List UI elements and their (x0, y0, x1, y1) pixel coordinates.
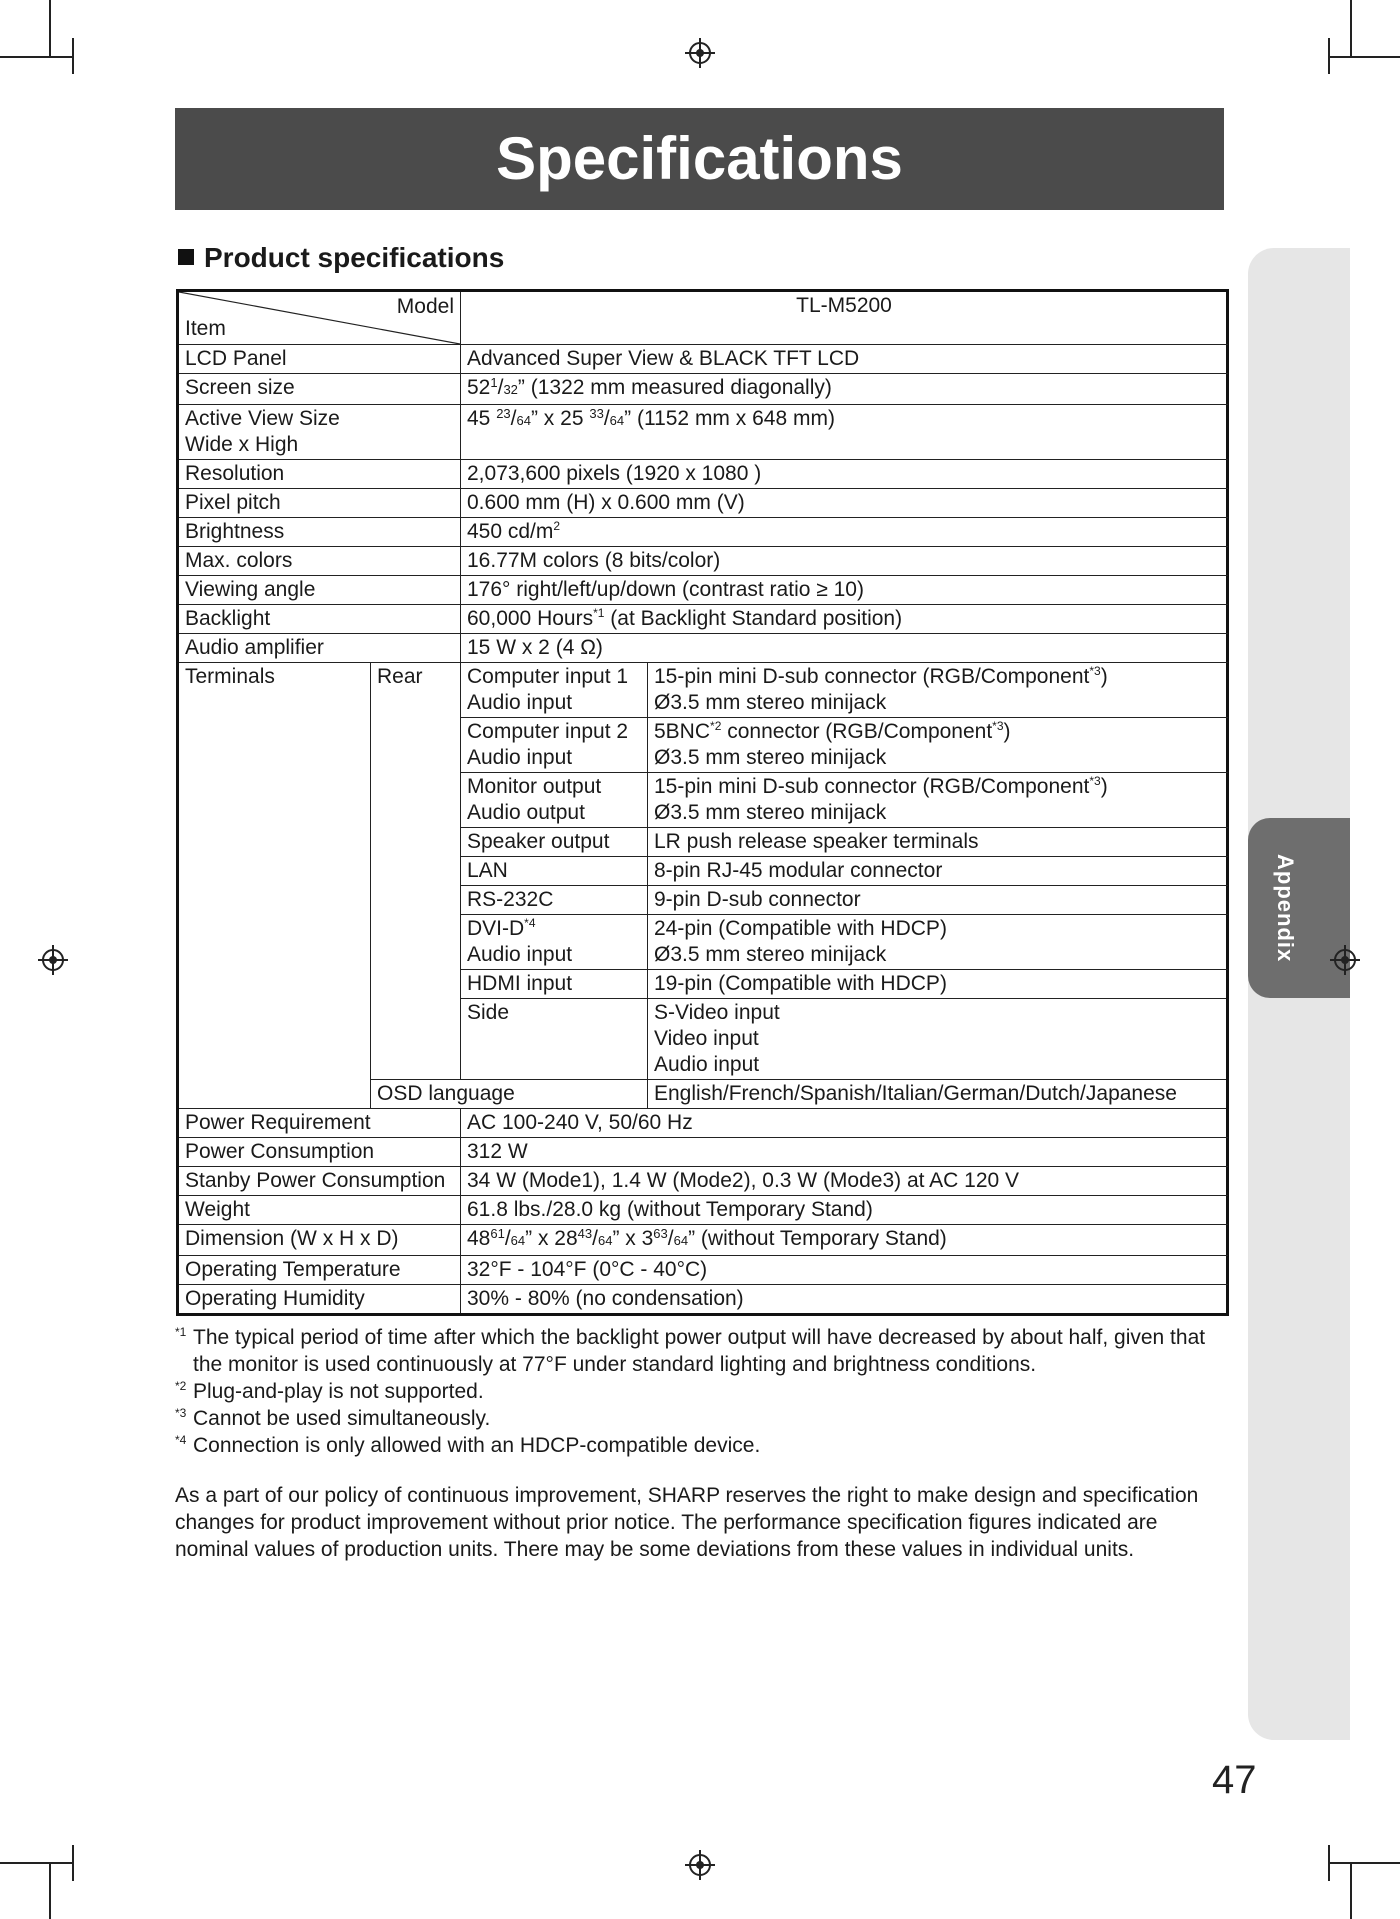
row-label: Operating Temperature (178, 1256, 461, 1285)
table-row (178, 345, 1228, 374)
row-label: Viewing angle (178, 576, 461, 605)
terminal-spec: 5BNC$^{*2}$ connector (RGB/Component$^{*3}$) Ø3.5 mm stereo minijack (648, 718, 1228, 773)
terminal-spec: LR push release speaker terminals (648, 828, 1228, 857)
row-label: Backlight (178, 605, 461, 634)
row-label: Weight (178, 1196, 461, 1225)
terminal-spec: 15-pin mini D-sub connector (RGB/Component$^{*3}$) Ø3.5 mm stereo minijack (648, 663, 1228, 718)
row-label: Power Consumption (178, 1138, 461, 1167)
table-row (178, 1196, 1228, 1225)
crop-mark (1328, 38, 1330, 74)
row-value: 0.600 mm (H) x 0.600 mm (V) (461, 489, 1228, 518)
row-value: 34 W (Mode1), 1.4 W (Mode2), 0.3 W (Mode3) at AC 120 V (461, 1167, 1228, 1196)
terminal-name: S-Video input Video input Audio input (648, 999, 1228, 1080)
terminal-name: Computer input 1 Audio input (461, 663, 648, 718)
row-label: Dimension (W x H x D) (178, 1225, 461, 1256)
crop-mark (1350, 1862, 1352, 1919)
terminal-spec: 9-pin D-sub connector (648, 886, 1228, 915)
row-label: Operating Humidity (178, 1285, 461, 1315)
side-tab-label: Appendix (1273, 853, 1298, 963)
table-row (178, 605, 1228, 634)
row-label: Screen size (178, 374, 461, 405)
registration-mark-icon (42, 949, 64, 971)
square-bullet-icon (178, 249, 194, 265)
crop-mark (49, 0, 51, 56)
table-row (178, 374, 1228, 405)
crop-mark (72, 38, 74, 74)
page-number: 47 (1212, 1758, 1257, 1802)
footnote-3: *3 Cannot be used simultaneously. (175, 1406, 491, 1430)
spec-table (176, 289, 1229, 1316)
terminal-spec: 8-pin RJ-45 modular connector (648, 857, 1228, 886)
row-label: LCD Panel (178, 345, 461, 374)
row-value: 45 $^{23}$/64” x 25 $^{33}$/64” (1152 mm x 648 mm) (461, 405, 1228, 460)
crop-mark (49, 1862, 51, 1919)
policy-paragraph: As a part of our policy of continuous improvement, SHARP reserves the right to make design and specification changes for product improvement without prior notice. The performance specification figures indicated are nominal values of production units. There may be some deviations from these values in individual units. (175, 1484, 1199, 1561)
registration-mark-icon (1334, 949, 1356, 971)
row-value: 450 $cd/m^2$ (461, 518, 1228, 547)
row-value: 61.8 lbs./28.0 kg (without Temporary Stand) (461, 1196, 1228, 1225)
terminal-name: Monitor output Audio output (461, 773, 648, 828)
table-row (178, 576, 1228, 605)
terminal-name: DVI-$D^{*4}$ Audio input (461, 915, 648, 970)
terminal-group-side: Side (461, 999, 648, 1080)
terminal-spec: 19-pin (Compatible with HDCP) (648, 970, 1228, 999)
crop-mark (1350, 0, 1352, 56)
table-row (178, 1109, 1228, 1138)
footnote-1: *1 The typical period of time after which the backlight power output will have decreased by about half, given that the monitor is used continuously at 77°F under standard lighting and brightness conditions. (175, 1325, 1206, 1376)
row-value: $48^{61}/64$” x $28^{43}/64$” x $3^{63}/64$” (without Temporary Stand) (461, 1225, 1228, 1256)
header-diagonal-cell (178, 291, 461, 345)
row-value: 60,000 Hours$^{*1}$ (at Backlight Standard position) (461, 605, 1228, 634)
terminal-name: HDMI input (461, 970, 648, 999)
terminal-group-rear: Rear (371, 663, 461, 1080)
terminal-name: Speaker output (461, 828, 648, 857)
terminal-name: LAN (461, 857, 648, 886)
table-row (178, 634, 1228, 663)
crop-mark (0, 56, 72, 58)
header-model: Model (396, 295, 454, 318)
terminal-spec: 15-pin mini D-sub connector (RGB/Component$^{*3}$) Ø3.5 mm stereo minijack (648, 773, 1228, 828)
table-row (178, 489, 1228, 518)
row-value: 312 W (461, 1138, 1228, 1167)
table-row (178, 1256, 1228, 1285)
row-value: 32°F - 104°F (0°C - 40°C) (461, 1256, 1228, 1285)
row-label: OSD language (371, 1080, 648, 1109)
table-row (178, 405, 1228, 460)
row-value: 16.77M colors (8 bits/color) (461, 547, 1228, 576)
table-row (178, 1285, 1228, 1315)
footnote-4: *4 Connection is only allowed with an HDCP-compatible device. (175, 1433, 761, 1457)
crop-mark (1328, 56, 1400, 58)
crop-mark (1328, 1862, 1400, 1864)
crop-mark (1328, 1845, 1330, 1881)
model-name: TL-M5200 (461, 291, 1228, 345)
row-label: Max. colors (178, 547, 461, 576)
table-row (178, 547, 1228, 576)
row-label: Audio amplifier (178, 634, 461, 663)
table-row (178, 663, 1228, 718)
row-label: Power Requirement (178, 1109, 461, 1138)
terminal-name: Computer input 2 Audio input (461, 718, 648, 773)
table-row (178, 1138, 1228, 1167)
row-value: $52^1/32$” (1322 mm measured diagonally) (461, 374, 1228, 405)
row-value: Advanced Super View & BLACK TFT LCD (461, 345, 1228, 374)
header-item: Item (185, 317, 226, 340)
row-label: Resolution (178, 460, 461, 489)
row-value: AC 100-240 V, 50/60 Hz (461, 1109, 1228, 1138)
row-value: 176° right/left/up/down (contrast ratio ≥ 10) (461, 576, 1228, 605)
row-value: 2,073,600 pixels (1920 x 1080 ) (461, 460, 1228, 489)
row-value: 15 W x 2 (4 Ω) (461, 634, 1228, 663)
row-value: English/French/Spanish/Italian/German/Dutch/Japanese (648, 1080, 1228, 1109)
terminal-name: RS-232C (461, 886, 648, 915)
table-row (178, 1167, 1228, 1196)
row-label: Active View Size Wide x High (178, 405, 461, 460)
row-label-terminals: Terminals (178, 663, 371, 1109)
row-label: Pixel pitch (178, 489, 461, 518)
table-row (178, 1225, 1228, 1256)
crop-mark (0, 1862, 72, 1864)
page-title: Specifications (175, 108, 1224, 210)
crop-mark (72, 1845, 74, 1881)
row-label: Stanby Power Consumption (178, 1167, 461, 1196)
footnote-2: *2 Plug-and-play is not supported. (175, 1379, 484, 1403)
row-label: Brightness (178, 518, 461, 547)
table-row (178, 460, 1228, 489)
row-value: 30% - 80% (no condensation) (461, 1285, 1228, 1315)
table-row (178, 518, 1228, 547)
table-header-row (178, 291, 1228, 345)
section-heading: Product specifications (178, 242, 504, 274)
registration-mark-icon (689, 1854, 711, 1876)
footnotes (175, 1324, 1225, 1459)
terminal-spec: 24-pin (Compatible with HDCP) Ø3.5 mm stereo minijack (648, 915, 1228, 970)
registration-mark-icon (689, 42, 711, 64)
